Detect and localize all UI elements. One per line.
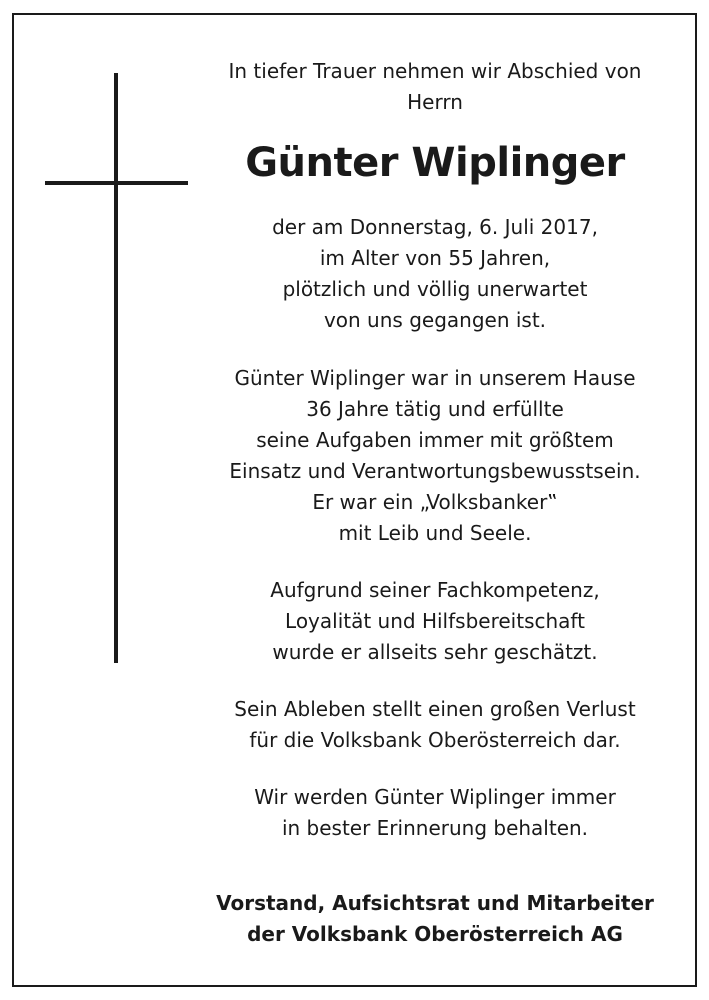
paragraph-line: 36 Jahre tätig und erfüllte — [306, 397, 564, 421]
paragraph-line: Aufgrund seiner Fachkompetenz, — [270, 578, 600, 602]
intro-line: In tiefer Trauer nehmen wir Abschied von — [228, 59, 642, 83]
intro-line: Herrn — [407, 90, 463, 114]
paragraph-line: Loyalität und Hilfsbereitschaft — [285, 609, 585, 633]
paragraph-career — [200, 363, 670, 549]
obituary-text — [200, 56, 670, 950]
paragraph-line: seine Aufgaben immer mit größtem — [256, 428, 614, 452]
signature-block — [200, 888, 670, 950]
paragraph-loss — [200, 694, 670, 756]
paragraph-line: Er war ein „Volksbanker‟ — [312, 490, 558, 514]
signature-line: Vorstand, Aufsichtsrat und Mitarbeiter — [216, 891, 654, 915]
paragraph-line: Einsatz und Verantwortungsbewusstsein. — [229, 459, 641, 483]
cross-horizontal-bar — [45, 181, 188, 185]
paragraph-line: wurde er allseits sehr geschätzt. — [272, 640, 598, 664]
signature-line: der Volksbank Oberösterreich AG — [247, 922, 623, 946]
paragraph-line: Wir werden Günter Wiplinger immer — [254, 785, 616, 809]
paragraph-line: mit Leib und Seele. — [338, 521, 532, 545]
paragraph-qualities — [200, 575, 670, 668]
paragraph-remembrance — [200, 782, 670, 844]
paragraph-line: für die Volksbank Oberösterreich dar. — [249, 728, 621, 752]
paragraph-line: plötzlich und völlig unerwartet — [282, 277, 588, 301]
paragraph-line: der am Donnerstag, 6. Juli 2017, — [272, 215, 598, 239]
cross-vertical-bar — [114, 73, 118, 663]
paragraph-line: in bester Erinnerung behalten. — [281, 816, 589, 840]
paragraph-line: von uns gegangen ist. — [323, 308, 547, 332]
paragraph-line: Günter Wiplinger war in unserem Hause — [234, 366, 636, 390]
paragraph-death-notice — [200, 212, 670, 336]
intro-block — [200, 56, 670, 118]
paragraph-line: im Alter von 55 Jahren, — [319, 246, 551, 270]
paragraph-line: Sein Ableben stellt einen großen Verlust — [234, 697, 636, 721]
deceased-name: Günter Wiplinger — [245, 140, 625, 186]
